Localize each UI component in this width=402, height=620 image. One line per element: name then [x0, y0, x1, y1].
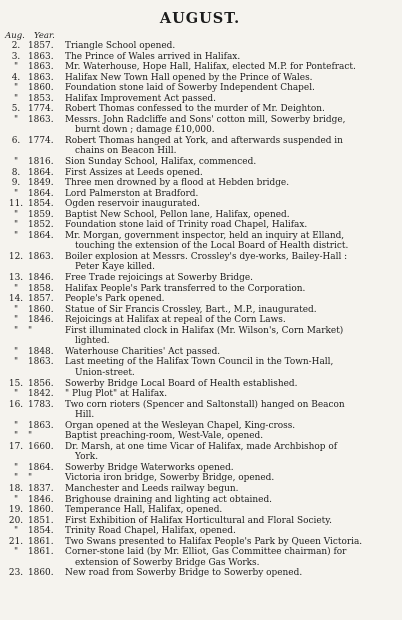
list-item — [4, 83, 396, 94]
entry-text — [63, 495, 396, 506]
entry-text — [63, 379, 396, 390]
entry-text-line: " Plug Plot" at Halifax. — [65, 389, 168, 400]
page-title: AUGUST. — [159, 10, 241, 27]
entry-year: 1860. — [28, 568, 54, 579]
entry-year: 1863. — [28, 420, 54, 431]
entry-day: 19. — [8, 505, 24, 516]
entry-text-continuation: York. — [75, 452, 99, 463]
entry-year: 1861. — [28, 547, 54, 558]
entry-year: 1848. — [28, 346, 54, 357]
entry-year: 1860. — [28, 505, 54, 516]
list-item — [4, 547, 396, 568]
list-item — [4, 516, 396, 527]
entry-text-line: Brighouse draining and lighting act obtained. — [65, 494, 273, 505]
entry-text — [63, 400, 396, 421]
entry-text-continuation: extension of Sowerby Bridge Gas Works. — [75, 557, 260, 568]
entry-year: 1783. — [28, 399, 54, 410]
entry-year: 1864. — [28, 462, 54, 473]
entry-day: " — [13, 283, 19, 294]
entry-day: " — [13, 157, 19, 168]
entry-day: 23. — [8, 568, 24, 579]
list-item — [4, 41, 396, 52]
list-item — [4, 157, 396, 168]
entry-day: 6. — [11, 135, 21, 146]
entry-text — [63, 210, 396, 221]
entry-list — [4, 41, 396, 579]
entry-text — [63, 294, 396, 305]
entry-year: 1816. — [28, 157, 54, 168]
entry-year: 1860. — [28, 83, 54, 94]
list-item — [4, 526, 396, 537]
entry-text — [63, 357, 396, 378]
list-item — [4, 347, 396, 358]
entry-text — [63, 136, 396, 157]
entry-day: " — [13, 494, 19, 505]
entry-text-line: Robert Thomas confessed to the murder of Mr. Deighton. — [65, 104, 325, 115]
entry-text-continuation: burnt down ; damage £10,000. — [75, 125, 215, 136]
list-item — [4, 305, 396, 316]
entry-year: 1854. — [28, 199, 54, 210]
entry-day: 16. — [8, 399, 24, 410]
entry-day: 2. — [11, 41, 21, 51]
entry-text-continuation: touching the extension of the Local Board of Health district. — [75, 241, 349, 252]
entry-day: 5. — [11, 104, 21, 115]
entry-text-continuation: Peter Kaye killed. — [75, 262, 155, 273]
entry-text-line: Mr. Waterhouse, Hope Hall, Halifax, elected M.P. for Pontefract. — [65, 62, 356, 73]
entry-text — [63, 189, 396, 200]
entry-day: " — [13, 62, 19, 73]
list-item — [4, 73, 396, 84]
entry-text — [63, 568, 396, 579]
entry-day: 15. — [8, 378, 24, 389]
entry-text — [63, 431, 396, 442]
entry-year: 1857. — [28, 294, 54, 305]
list-item — [4, 178, 396, 189]
list-item — [4, 220, 396, 231]
entry-text — [63, 157, 396, 168]
entry-year: 1863. — [28, 251, 54, 262]
entry-day: " — [13, 346, 19, 357]
entry-day: " — [13, 389, 19, 400]
entry-day: 21. — [8, 536, 24, 547]
entry-day: " — [13, 420, 19, 431]
entry-text — [63, 537, 396, 548]
entry-text-line: Two Swans presented to Halifax People's Park by Queen Victoria. — [65, 536, 363, 547]
entry-year: 1863. — [28, 114, 54, 125]
list-item — [4, 357, 396, 378]
entry-text-line: Last meeting of the Halifax Town Council in the Town-Hall, — [65, 357, 334, 368]
entry-text-line: Temperance Hall, Halifax, opened. — [65, 505, 223, 516]
entry-text — [63, 168, 396, 179]
entry-text — [63, 347, 396, 358]
entry-year: 1837. — [28, 483, 54, 494]
entry-year: 1861. — [28, 536, 54, 547]
list-item — [4, 421, 396, 432]
entry-year: " — [28, 473, 33, 484]
entry-year: 1856. — [28, 378, 54, 389]
entry-year: 1863. — [28, 51, 54, 62]
entry-text — [63, 442, 396, 463]
list-item — [4, 94, 396, 105]
entry-text-line: People's Park opened. — [65, 294, 165, 305]
list-item — [4, 389, 396, 400]
entry-text-line: Boiler explosion at Messrs. Crossley's dye-works, Bailey-Hall : — [65, 251, 348, 262]
entry-text-line: Two corn rioters (Spencer and Saltonstall) hanged on Beacon — [65, 399, 345, 410]
list-item — [4, 568, 396, 579]
list-item — [4, 294, 396, 305]
entry-text — [63, 505, 396, 516]
entry-text — [63, 526, 396, 537]
entry-text-line: Three men drowned by a flood at Hebden bridge. — [65, 178, 290, 189]
entry-text-line: First Assizes at Leeds opened. — [65, 167, 203, 178]
year-column-header: Year. — [34, 31, 55, 41]
entry-year: 1852. — [28, 220, 54, 231]
list-item — [4, 473, 396, 484]
entry-day: 3. — [11, 51, 21, 62]
entry-year: 1846. — [28, 315, 54, 326]
list-item — [4, 495, 396, 506]
entry-text — [63, 484, 396, 495]
list-item — [4, 537, 396, 548]
entry-year: 1863. — [28, 72, 54, 83]
entry-day: 11. — [8, 199, 24, 210]
entry-text-line: Dr. Marsh, at one time Vicar of Halifax, made Archbishop of — [65, 441, 338, 452]
entry-text-line: Free Trade rejoicings at Sowerby Bridge. — [65, 273, 254, 284]
entry-text-line: Statue of Sir Francis Crossley, Bart., M.P., inaugurated. — [65, 304, 317, 315]
entry-text-line: Sowerby Bridge Local Board of Health established. — [65, 378, 298, 389]
entry-text — [63, 104, 396, 115]
entry-text — [63, 252, 396, 273]
entry-day: 12. — [8, 251, 24, 262]
day-column-header: Aug. — [5, 31, 25, 41]
entry-year: 1863. — [28, 62, 54, 73]
list-item — [4, 199, 396, 210]
entry-year: 1660. — [28, 441, 54, 452]
entry-text-line: Lord Palmerston at Bradford. — [65, 188, 199, 199]
entry-text — [63, 231, 396, 252]
entry-day: " — [13, 230, 19, 241]
list-item — [4, 168, 396, 179]
entry-day: " — [13, 462, 19, 473]
list-item — [4, 315, 396, 326]
entry-text — [63, 516, 396, 527]
entry-text — [63, 463, 396, 474]
entry-text-line: Victoria iron bridge, Sowerby Bridge, opened. — [65, 473, 275, 484]
entry-year: 1842. — [28, 389, 54, 400]
entry-day: " — [13, 83, 19, 94]
list-item — [4, 431, 396, 442]
entry-text — [63, 547, 396, 568]
entry-year: 1846. — [28, 273, 54, 284]
entry-text — [63, 94, 396, 105]
list-item — [4, 379, 396, 390]
entry-text-line: Halifax People's Park transferred to the Corporation. — [65, 283, 306, 294]
list-item — [4, 273, 396, 284]
entry-text — [63, 305, 396, 316]
entry-text-line: Sowerby Bridge Waterworks opened. — [65, 462, 234, 473]
entry-year: 1864. — [28, 188, 54, 199]
entry-year: 1849. — [28, 178, 54, 189]
entry-text-continuation: chains on Beacon Hill. — [75, 146, 177, 157]
entry-day: " — [13, 431, 19, 442]
entry-year: " — [28, 431, 33, 442]
entry-text-line: The Prince of Wales arrived in Halifax. — [65, 51, 241, 62]
entry-year: 1774. — [28, 135, 54, 146]
entry-day: " — [13, 357, 19, 368]
entry-day: " — [13, 114, 19, 125]
entry-text-line: Manchester and Leeds railway begun. — [65, 483, 239, 494]
entry-day: 17. — [8, 441, 24, 452]
entry-text-line: Baptist preaching-room, West-Vale, opened. — [65, 431, 264, 442]
entry-year: 1864. — [28, 167, 54, 178]
entry-text-line: New road from Sowerby Bridge to Sowerby opened. — [65, 568, 303, 579]
entry-text-continuation: Union-street. — [75, 367, 135, 378]
entry-year: 1864. — [28, 230, 54, 241]
entry-text-line: Robert Thomas hanged at York, and afterwards suspended in — [65, 135, 343, 146]
entry-text — [63, 326, 396, 347]
entry-text-line: Rejoicings at Halifax at repeal of the Corn Laws. — [65, 315, 286, 326]
entry-year: 1854. — [28, 526, 54, 537]
entry-text — [63, 83, 396, 94]
entry-text — [63, 115, 396, 136]
entry-text-line: Halifax New Town Hall opened by the Prince of Wales. — [65, 72, 313, 83]
entry-day: 13. — [8, 273, 24, 284]
entry-day: " — [13, 209, 19, 220]
entry-day: " — [13, 325, 19, 336]
entry-text-line: Foundation stone laid of Sowerby Independent Chapel. — [65, 83, 315, 94]
entry-text — [63, 273, 396, 284]
entry-day: " — [13, 547, 19, 558]
list-item — [4, 136, 396, 157]
entry-text — [63, 178, 396, 189]
column-headers — [4, 31, 396, 41]
list-item — [4, 115, 396, 136]
list-item — [4, 210, 396, 221]
entry-day: " — [13, 473, 19, 484]
entry-day: 8. — [11, 167, 21, 178]
list-item — [4, 484, 396, 495]
entry-text — [63, 199, 396, 210]
entry-text-line: Corner-stone laid (by Mr. Elliot, Gas Committee chairman) for — [65, 547, 347, 558]
entry-year: 1857. — [28, 41, 54, 51]
entry-day: " — [13, 315, 19, 326]
entry-year: 1846. — [28, 494, 54, 505]
list-item — [4, 52, 396, 63]
entry-text-line: Halifax Improvement Act passed. — [65, 93, 216, 104]
list-item — [4, 463, 396, 474]
entry-year: 1774. — [28, 104, 54, 115]
entry-text-line: Messrs. John Radcliffe and Sons' cotton mill, Sowerby bridge, — [65, 114, 346, 125]
entry-text — [63, 389, 396, 400]
list-item — [4, 442, 396, 463]
entry-year: 1859. — [28, 209, 54, 220]
entry-text-line: Organ opened at the Wesleyan Chapel, King-cross. — [65, 420, 296, 431]
entry-text — [63, 73, 396, 84]
entry-text-line: Sion Sunday School, Halifax, commenced. — [65, 157, 257, 168]
entry-text-line: Waterhouse Charities' Act passed. — [65, 346, 221, 357]
entry-day: 14. — [8, 294, 24, 305]
entry-text — [63, 41, 396, 52]
list-item — [4, 252, 396, 273]
entry-text — [63, 284, 396, 295]
entry-year: 1853. — [28, 93, 54, 104]
entry-year: 1863. — [28, 357, 54, 368]
entry-text — [63, 421, 396, 432]
entry-text-line: Triangle School opened. — [65, 41, 176, 51]
entry-year: 1851. — [28, 515, 54, 526]
list-item — [4, 189, 396, 200]
list-item — [4, 62, 396, 73]
entry-day: 9. — [11, 178, 21, 189]
entry-text — [63, 315, 396, 326]
entry-text — [63, 220, 396, 231]
entry-text-line: Ogden reservoir inaugurated. — [65, 199, 200, 210]
list-item — [4, 326, 396, 347]
entry-day: 20. — [8, 515, 24, 526]
list-item — [4, 284, 396, 295]
entry-year: " — [28, 325, 33, 336]
entry-year: 1858. — [28, 283, 54, 294]
entry-day: " — [13, 188, 19, 199]
entry-day: " — [13, 526, 19, 537]
entry-year: 1860. — [28, 304, 54, 315]
entry-text-line: Trinity Road Chapel, Halifax, opened. — [65, 526, 236, 537]
entry-text-continuation: Hill. — [75, 410, 95, 421]
entry-text — [63, 62, 396, 73]
entry-text-continuation: lighted. — [75, 336, 110, 347]
list-item — [4, 104, 396, 115]
entry-day: " — [13, 93, 19, 104]
entry-text — [63, 52, 396, 63]
entry-text-line: First illuminated clock in Halifax (Mr. Wilson's, Corn Market) — [65, 325, 344, 336]
list-item — [4, 400, 396, 421]
entry-text — [63, 473, 396, 484]
entry-day: 18. — [8, 483, 24, 494]
entry-text-line: First Exhibition of Halifax Horticultural and Floral Society. — [65, 515, 332, 526]
entry-text-line: Mr. Morgan, government inspector, held an inquiry at Elland, — [65, 230, 345, 241]
list-item — [4, 505, 396, 516]
entry-day: " — [13, 304, 19, 315]
list-item — [4, 231, 396, 252]
entry-day: " — [13, 220, 19, 231]
entry-day: 4. — [11, 72, 21, 83]
entry-text-line: Foundation stone laid of Trinity road Chapel, Halifax. — [65, 220, 308, 231]
entry-text-line: Baptist New School, Pellon lane, Halifax, opened. — [65, 209, 290, 220]
